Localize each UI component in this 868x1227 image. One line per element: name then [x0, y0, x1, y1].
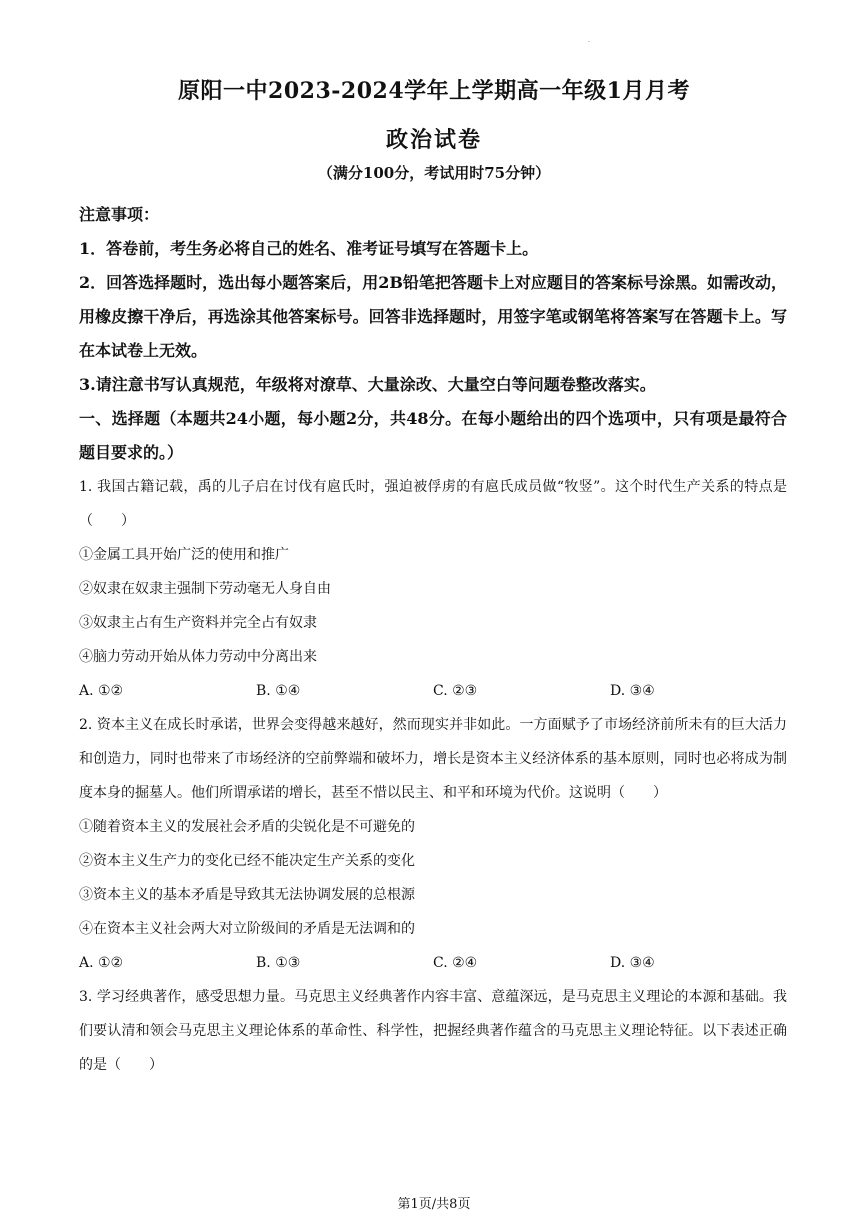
choice-b: B. ①④ — [256, 683, 301, 699]
choice-d: D. ③④ — [610, 683, 655, 699]
question-1 — [79, 470, 787, 708]
statement-1: ①金属工具开始广泛的使用和推广 — [79, 547, 289, 563]
notice-item-3: 3.请注意书写认真规范，年级将对潦草、大量涂改、大量空白等问题卷整改落实。 — [79, 375, 656, 394]
statement-1: ①随着资本主义的发展社会矛盾的尖锐化是不可避免的 — [79, 819, 415, 835]
exam-meta: （满分100分，考试用时75分钟） — [317, 164, 551, 182]
subject-title: 政治试卷 — [385, 127, 482, 153]
answer-choices — [79, 674, 787, 708]
notice-heading: 注意事项： — [79, 205, 160, 224]
choice-c: C. ②④ — [433, 955, 478, 971]
notice-item-2: 2．回答选择题时，选出每小题答案后，用2B铅笔把答题卡上对应题目的答案标号涂黑。如需改动，用橡皮擦干净后，再选涂其他答案标号。回答非选择题时，用签字笔或钢笔将答案写在答题卡上。写在本试卷上无效。 — [79, 273, 787, 360]
choice-c: C. ②③ — [433, 683, 478, 699]
statement-2: ②资本主义生产力的变化已经不能决定生产关系的变化 — [79, 853, 415, 869]
question-stem: 2. 资本主义在成长时承诺，世界会变得越来越好，然而现实并非如此。一方面赋予了市场经济前所未有的巨大活力和创造力，同时也带来了市场经济的空前弊端和破坏力，增长是资本主义经济体系的基本原则，同时也必将成为制度本身的掘墓人。他们所谓承诺的增长，甚至不惜以民主、和平和环境为代价。这说明（ ） — [79, 717, 787, 801]
question-stem: 1. 我国古籍记载，禹的儿子启在讨伐有扈氏时，强迫被俘虏的有扈氏成员做“牧竖”。这个时代生产关系的特点是（ ） — [79, 479, 787, 529]
question-2 — [79, 708, 787, 980]
section-heading: 一、选择题（本题共24小题，每小题2分，共48分。在每小题给出的四个选项中，只有项是最符合题目要求的。） — [79, 409, 787, 462]
choice-a: A. ①② — [79, 955, 124, 971]
page-number: 第1页/共8页 — [397, 1197, 471, 1212]
exam-content — [79, 198, 787, 1082]
notice-block — [79, 198, 787, 402]
choice-b: B. ①③ — [256, 955, 301, 971]
choice-d: D. ③④ — [610, 955, 655, 971]
question-stem: 3. 学习经典著作，感受思想力量。马克思主义经典著作内容丰富、意蕴深远，是马克思主义理论的本源和基础。我们要认清和领会马克思主义理论体系的革命性、科学性，把握经典著作蕴含的马克思主义理论特征。以下表述正确的是（ ） — [79, 989, 787, 1073]
statement-4: ④脑力劳动开始从体力劳动中分离出来 — [79, 649, 317, 665]
statement-3: ③奴隶主占有生产资料并完全占有奴隶 — [79, 615, 317, 631]
statement-4: ④在资本主义社会两大对立阶级间的矛盾是无法调和的 — [79, 921, 415, 937]
choice-a: A. ①② — [79, 683, 124, 699]
statement-3: ③资本主义的基本矛盾是导致其无法协调发展的总根源 — [79, 887, 415, 903]
notice-item-1: 1．答卷前，考生务必将自己的姓名、准考证号填写在答题卡上。 — [79, 239, 539, 258]
question-3 — [79, 980, 787, 1082]
scan-dot: . — [588, 37, 590, 44]
answer-choices — [79, 946, 787, 980]
statement-2: ②奴隶在奴隶主强制下劳动毫无人身自由 — [79, 581, 331, 597]
exam-title: 原阳一中2023-2024学年上学期高一年级1月月考 — [178, 78, 690, 104]
